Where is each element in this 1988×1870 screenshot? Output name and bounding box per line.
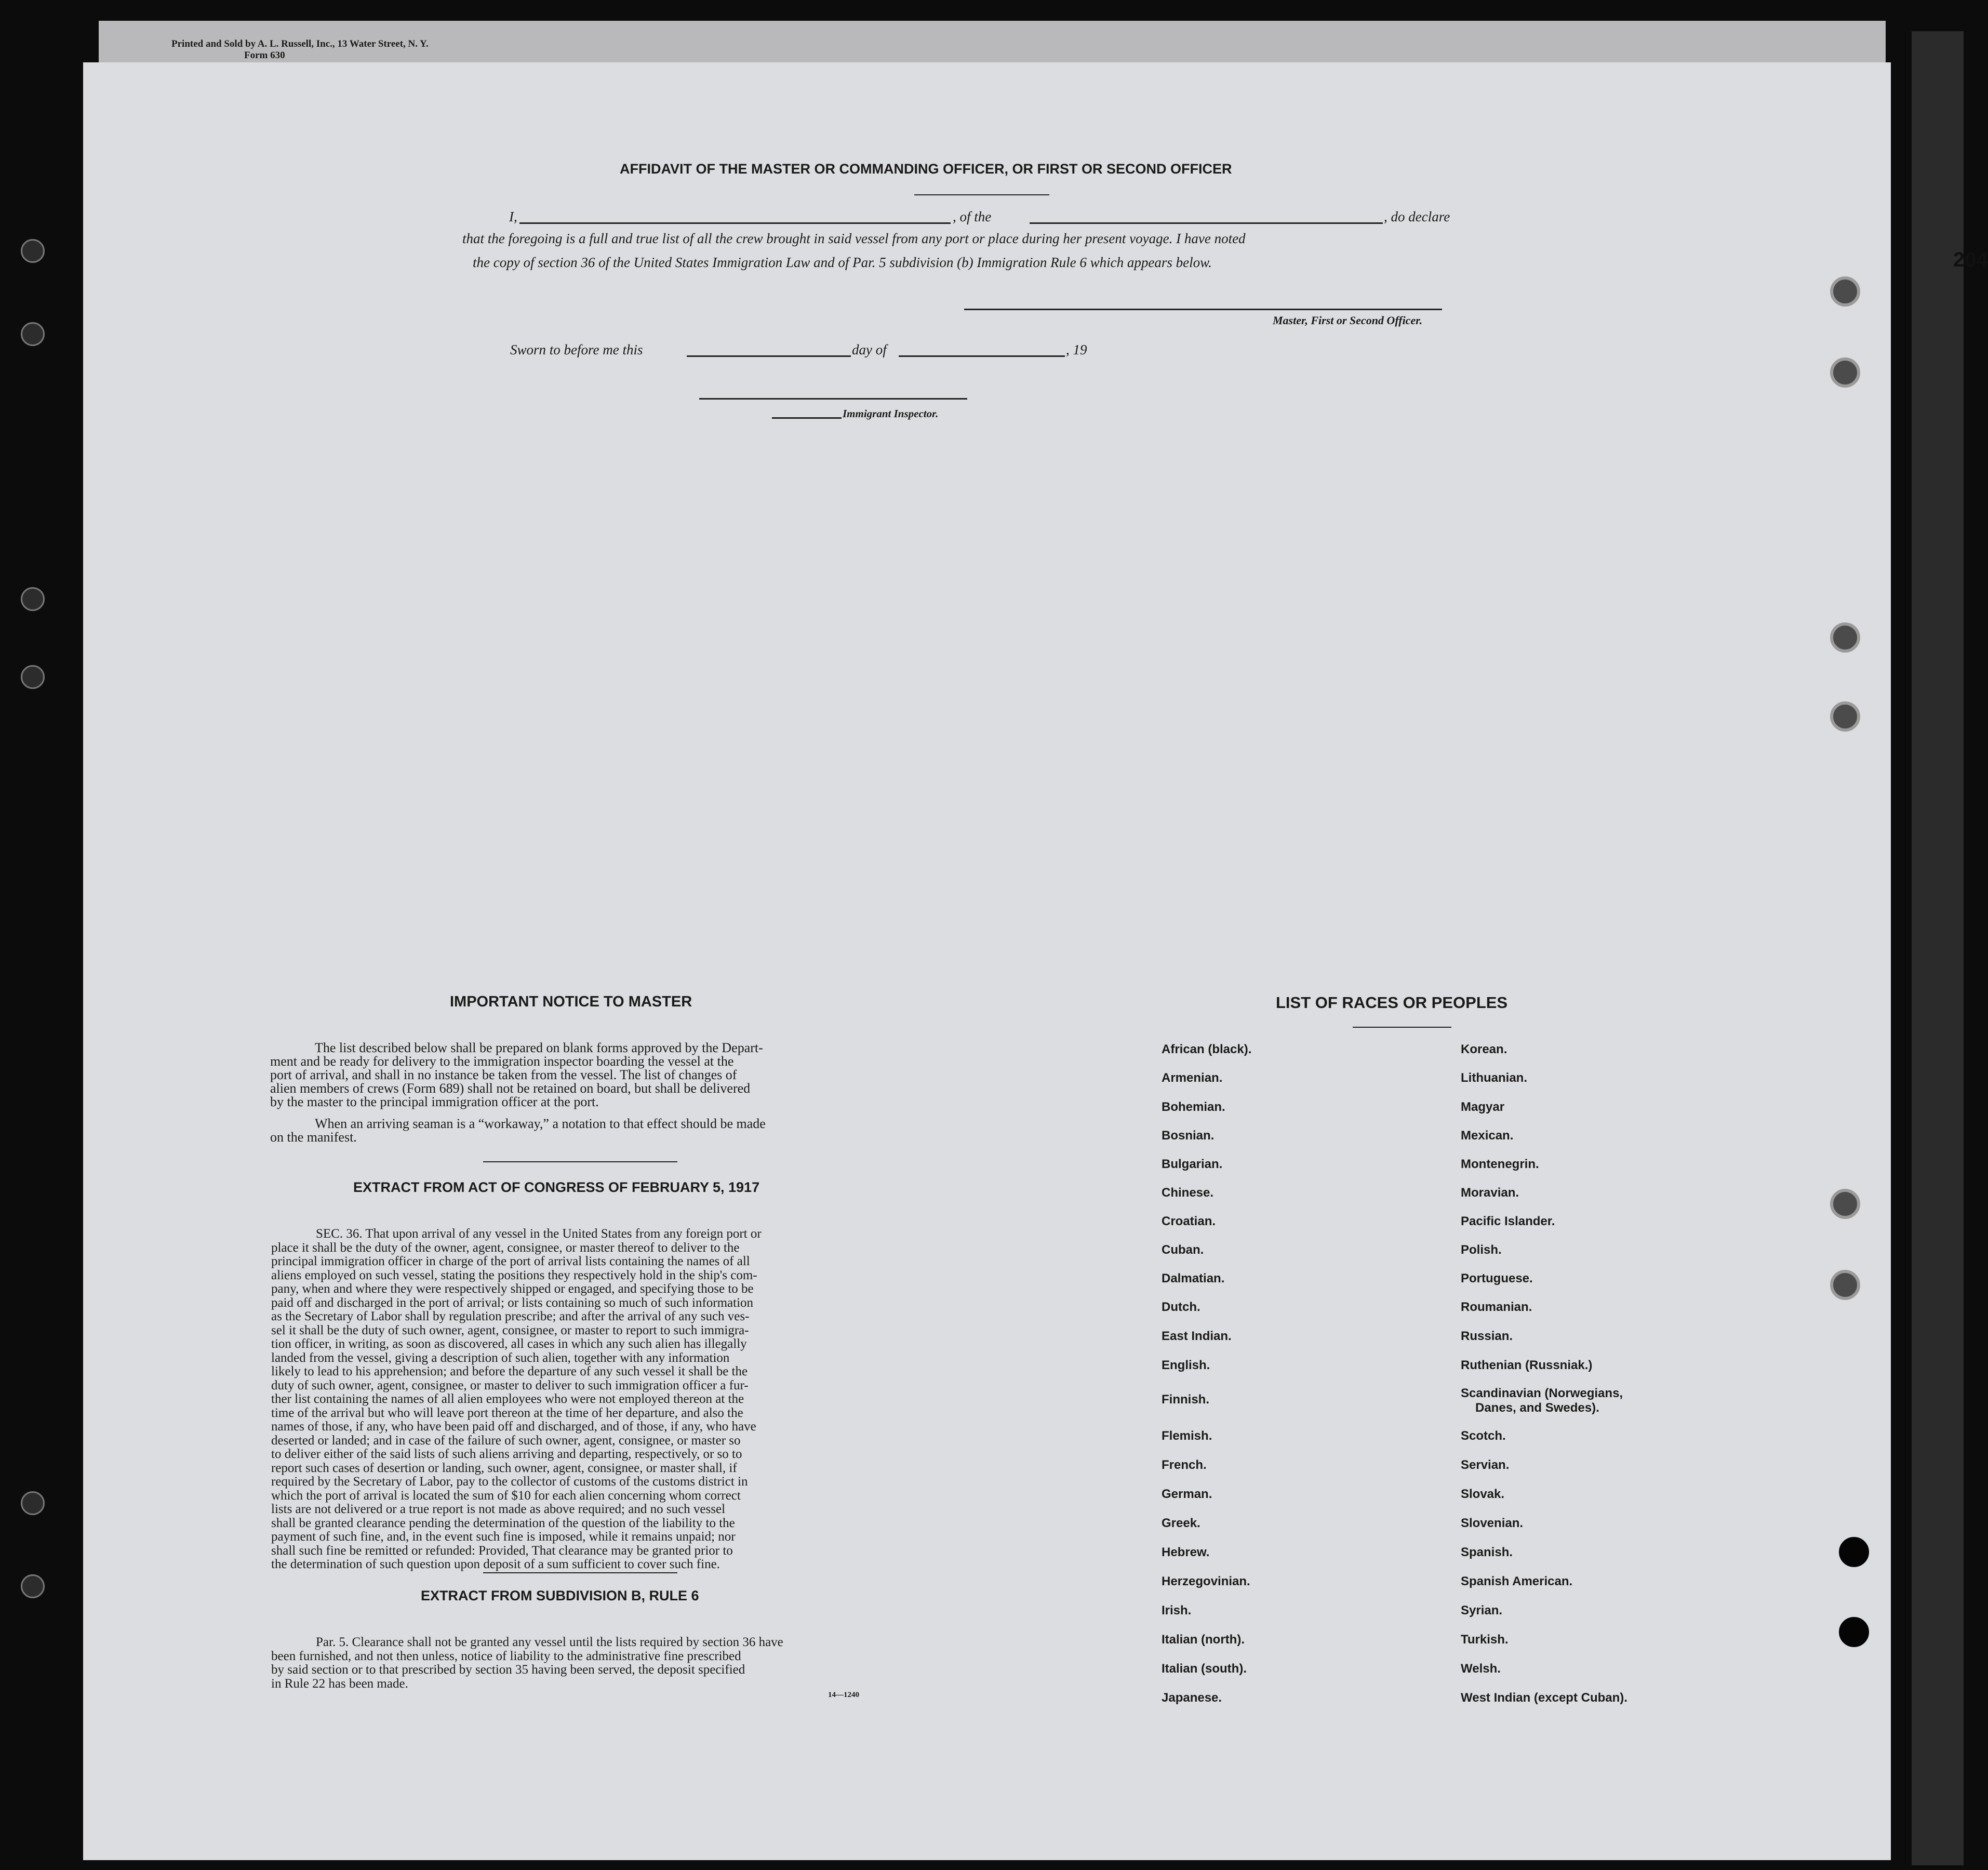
text-line: pany, when and where they were respectively shipped or engaged, and specifying those to be: [271, 1282, 754, 1296]
affidavit-line-3: the copy of section 36 of the United States Immigration Law and of Par. 5 subdivision (b) Immigration Rule 6 which appears below.: [473, 255, 1212, 270]
text-line: by the master to the principal immigration officer at the port.: [270, 1094, 599, 1109]
text-line: shall such fine be remitted or refunded: Provided, That clearance may be granted prior to: [271, 1543, 733, 1558]
race-item: Ruthenian (Russniak.): [1461, 1358, 1593, 1372]
notice-paragraph: [270, 1117, 876, 1144]
divider: [483, 1572, 677, 1573]
race-item: Slovak.: [1461, 1487, 1505, 1501]
name-field-line: [519, 222, 951, 224]
footer-code: 14—1240: [828, 1691, 859, 1699]
text-line: tion officer, in writing, as soon as discovered, all cases in which any such alien has illegally: [271, 1337, 747, 1351]
act-section-text: [271, 1227, 879, 1572]
text-line: principal immigration officer in charge of the port of arrival lists containing the names of all: [271, 1254, 750, 1268]
race-item: Magyar: [1461, 1100, 1505, 1114]
divider: [483, 1161, 677, 1162]
race-item: Finnish.: [1162, 1392, 1209, 1407]
punch-hole: [1830, 357, 1860, 388]
race-item: Chinese.: [1162, 1186, 1214, 1200]
affidavit-heading: AFFIDAVIT OF THE MASTER OR COMMANDING OFFICER, OR FIRST OR SECOND OFFICER: [620, 161, 1232, 177]
binding-hole: [21, 587, 45, 611]
form-number: Form 630: [244, 50, 285, 61]
text-line: time of the arrival but who will leave port thereon at the time of her departure, and also the: [271, 1405, 743, 1420]
text-line: been furnished, and not then unless, notice of liability to the administrative fine prescribed: [271, 1649, 741, 1663]
signature-line: [964, 309, 1442, 310]
text-line: duty of such owner, agent, consignee, or master to deliver to such immigration officer a fur-: [271, 1378, 749, 1392]
text-line: landed from the vessel, giving a description of such alien, together with any information: [271, 1350, 730, 1365]
race-item: Flemish.: [1162, 1429, 1212, 1443]
sworn-before: Sworn to before me this: [510, 342, 643, 357]
rule-text: [271, 1636, 879, 1691]
race-item: Polish.: [1461, 1243, 1502, 1257]
text-line: port of arrival, and shall in no instance be taken from the vessel. The list of changes of: [270, 1067, 737, 1082]
race-item: Portuguese.: [1461, 1271, 1533, 1285]
rule-heading: EXTRACT FROM SUBDIVISION B, RULE 6: [421, 1588, 699, 1603]
punch-hole: [1830, 1270, 1860, 1300]
race-item: Turkish.: [1461, 1633, 1509, 1647]
text-line: in Rule 22 has been made.: [271, 1676, 408, 1691]
race-item: Dutch.: [1162, 1300, 1200, 1314]
race-item: Slovenian.: [1461, 1516, 1524, 1530]
sworn-day-line: [687, 355, 851, 357]
punch-hole: [1839, 1537, 1869, 1567]
race-item: French.: [1162, 1458, 1207, 1472]
text-line: alien members of crews (Form 689) shall not be retained on board, but shall be delivered: [270, 1081, 751, 1096]
race-item: Scandinavian (Norwegians,: [1461, 1386, 1623, 1400]
text-line: lists are not delivered or a true report is not made as above required; and no such vessel: [271, 1502, 726, 1516]
binding-hole: [21, 322, 45, 346]
text-line: place it shall be the duty of the owner, agent, consignee, or master thereof to deliver to the: [271, 1240, 740, 1255]
punch-hole: [1839, 1617, 1869, 1647]
race-item: Syrian.: [1461, 1603, 1503, 1617]
race-item: Korean.: [1461, 1042, 1507, 1056]
binding-hole: [21, 1491, 45, 1515]
race-item: Mexican.: [1461, 1129, 1514, 1143]
punch-hole: [1830, 701, 1860, 732]
act-heading: EXTRACT FROM ACT OF CONGRESS OF FEBRUARY 5, 1917: [353, 1179, 760, 1195]
text-line: SEC. 36. That upon arrival of any vessel in the United States from any foreign port or: [316, 1227, 762, 1241]
binding-hole: [21, 1574, 45, 1598]
race-item: Pacific Islander.: [1461, 1214, 1555, 1228]
text-line: The list described below shall be prepared on blank forms approved by the Depart-: [315, 1040, 763, 1055]
race-item: Irish.: [1162, 1603, 1192, 1617]
race-item: Bohemian.: [1162, 1100, 1225, 1114]
affidavit-declare: , do declare: [1384, 209, 1450, 224]
manifest-page: [83, 62, 1891, 1860]
race-item: Spanish.: [1461, 1545, 1513, 1559]
inspector-short-line: [772, 417, 842, 419]
notice-heading: IMPORTANT NOTICE TO MASTER: [450, 993, 692, 1010]
text-line: ther list containing the names of all alien employees who were not employed thereon at the: [271, 1392, 744, 1406]
text-line: aliens employed on such vessel, stating the positions they respectively hold in the ship's com-: [271, 1268, 757, 1282]
inspector-signature-line: [699, 398, 967, 400]
punch-hole: [1830, 276, 1860, 307]
race-item: Cuban.: [1162, 1243, 1204, 1257]
punch-hole: [1830, 1189, 1860, 1219]
divider: [1353, 1027, 1451, 1028]
affidavit-line-2: that the foregoing is a full and true list of all the crew brought in said vessel from any port or place during her present voyage. I have noted: [462, 231, 1246, 246]
binder-strip: [1912, 31, 1964, 1865]
text-line: shall be granted clearance pending the determination of the question of the liability to the: [271, 1516, 735, 1530]
divider: [914, 194, 1049, 195]
race-item: Bosnian.: [1162, 1129, 1215, 1143]
text-line: as the Secretary of Labor shall by regulation prescribe; and after the arrival of any such ves-: [271, 1309, 750, 1323]
race-item: Greek.: [1162, 1516, 1200, 1530]
text-line: the determination of such question upon deposit of a sum sufficient to cover such fine.: [271, 1557, 720, 1571]
text-line: deserted or landed; and in case of the failure of such owner, agent, consignee, or master so: [271, 1433, 741, 1448]
race-item: Moravian.: [1461, 1186, 1519, 1200]
race-item: Italian (north).: [1162, 1633, 1245, 1647]
inspector-caption: Immigrant Inspector.: [843, 407, 939, 420]
race-item: Russian.: [1461, 1329, 1513, 1343]
race-item-continuation: Danes, and Swedes).: [1475, 1401, 1599, 1415]
races-heading: LIST OF RACES OR PEOPLES: [1276, 993, 1508, 1012]
race-item: Montenegrin.: [1461, 1157, 1539, 1171]
race-item: Hebrew.: [1162, 1545, 1210, 1559]
race-item: Scotch.: [1461, 1429, 1506, 1443]
race-item: Lithuanian.: [1461, 1071, 1527, 1085]
race-item: West Indian (except Cuban).: [1461, 1691, 1627, 1705]
race-item: Spanish American.: [1461, 1574, 1573, 1588]
race-item: Welsh.: [1461, 1662, 1501, 1676]
sworn-month-line: [899, 355, 1065, 357]
race-item: Herzegovinian.: [1162, 1574, 1250, 1588]
day-of: day of: [852, 342, 887, 357]
text-line: which the port of arrival is located the sum of $10 for each alien concerning whom correct: [271, 1488, 741, 1503]
race-item: Japanese.: [1162, 1691, 1222, 1705]
text-line: required by the Secretary of Labor, pay to the collector of customs of the customs district in: [271, 1475, 748, 1489]
page-stamp: 204: [1953, 248, 1988, 271]
race-item: Croatian.: [1162, 1214, 1216, 1228]
text-line: on the manifest.: [270, 1130, 357, 1145]
race-item: Dalmatian.: [1162, 1271, 1225, 1285]
text-line: names of those, if any, who have been paid off and discharged, and of those, if any, who have: [271, 1420, 756, 1434]
race-item: Roumanian.: [1461, 1300, 1532, 1314]
binding-hole: [21, 665, 45, 689]
text-line: paid off and discharged in the port of arrival; or lists containing so much of such information: [271, 1295, 754, 1310]
text-line: payment of such fine, and, in the event such fine is imposed, while it remains unpaid; nor: [271, 1530, 736, 1544]
race-item: East Indian.: [1162, 1329, 1232, 1343]
binding-hole: [21, 239, 45, 263]
text-line: by said section or to that prescribed by section 35 having been served, the deposit specified: [271, 1663, 745, 1677]
signature-caption: Master, First or Second Officer.: [1273, 314, 1423, 327]
affidavit-of-the: , of the: [953, 209, 992, 224]
text-line: ment and be ready for delivery to the immigration inspector boarding the vessel at the: [270, 1054, 734, 1069]
text-line: sel it shall be the duty of such owner, agent, consignee, or master to report to such immigra-: [271, 1323, 749, 1337]
race-item: German.: [1162, 1487, 1212, 1501]
text-line: report such cases of desertion or landing, such owner, agent, consignee, or master shall, if: [271, 1461, 737, 1475]
affidavit-i: I,: [509, 209, 517, 224]
race-item: Armenian.: [1162, 1071, 1223, 1085]
notice-paragraph: [270, 1041, 876, 1109]
text-line: When an arriving seaman is a “workaway,” a notation to that effect should be made: [315, 1116, 766, 1131]
race-item: Italian (south).: [1162, 1662, 1247, 1676]
race-item: English.: [1162, 1358, 1210, 1372]
text-line: Par. 5. Clearance shall not be granted any vessel until the lists required by section 36 have: [316, 1635, 783, 1649]
race-item: African (black).: [1162, 1042, 1252, 1056]
text-line: likely to lead to his apprehension; and before the departure of any such vessel it shall be the: [271, 1364, 748, 1378]
race-item: Bulgarian.: [1162, 1157, 1223, 1171]
printer-line: Printed and Sold by A. L. Russell, Inc., 13 Water Street, N. Y.: [171, 38, 429, 49]
vessel-field-line: [1030, 222, 1383, 224]
punch-hole: [1830, 622, 1860, 653]
race-item: Servian.: [1461, 1458, 1510, 1472]
text-line: to deliver either of the said lists of such aliens arriving and departing, respectively, or so to: [271, 1447, 742, 1461]
year-prefix: , 19: [1066, 342, 1087, 357]
